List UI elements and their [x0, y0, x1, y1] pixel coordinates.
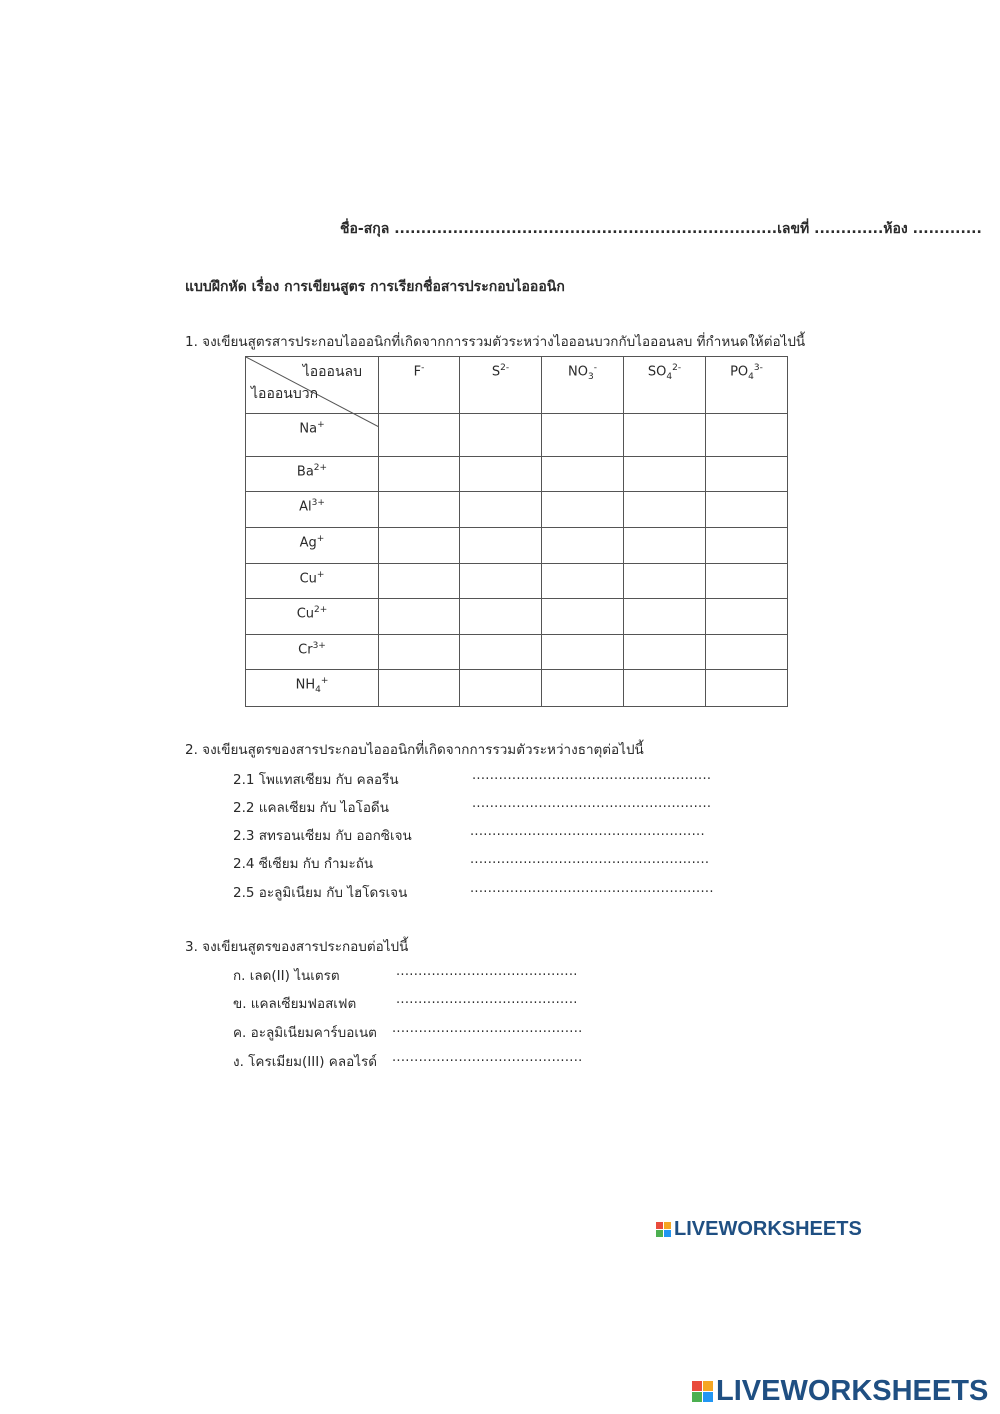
answer-cell[interactable]	[542, 528, 624, 564]
anion-header	[624, 357, 706, 414]
ion-base: Ag	[299, 535, 317, 551]
ion-base: SO	[647, 364, 667, 380]
question-3-item: ง. โครเมียม(III) คลอไรด์	[233, 1054, 378, 1070]
cation-header	[246, 492, 379, 528]
answer-cell[interactable]	[460, 492, 542, 528]
answer-blank[interactable]: ......................................................	[472, 768, 712, 783]
ion-charge: +	[316, 534, 325, 544]
answer-cell[interactable]	[624, 492, 706, 528]
table-row	[246, 528, 788, 564]
ion-subscript: 4	[748, 371, 754, 382]
ion-subscript: 4	[315, 684, 321, 695]
table-row	[246, 564, 788, 599]
cation-header	[246, 599, 379, 635]
question-2-item: 2.3 สทรอนเซียม กับ ออกซิเจน	[233, 828, 412, 844]
answer-blank[interactable]: ......................................................	[472, 796, 712, 811]
ion-charge: +	[320, 676, 329, 686]
ion-charge: 2-	[500, 363, 510, 373]
question-2-text: 2. จงเขียนสูตรของสารประกอบไอออนิกที่เกิดจากการรวมตัวระหว่างธาตุต่อไปนี้	[185, 742, 644, 758]
table-corner-cell	[246, 357, 379, 414]
logo-icon	[692, 1381, 713, 1402]
ion-base: NO	[568, 364, 588, 380]
answer-blank[interactable]: ...........................................	[392, 1050, 583, 1065]
anion-header	[706, 357, 788, 414]
cation-heading: ไอออนบวก	[251, 386, 319, 402]
anion-heading: ไอออนลบ	[302, 364, 362, 380]
table-row	[246, 492, 788, 528]
answer-cell[interactable]	[379, 635, 460, 670]
answer-cell[interactable]	[624, 528, 706, 564]
logo-text: LIVEWORKSHEETS	[716, 1375, 989, 1407]
question-3-item: ค. อะลูมิเนียมคาร์บอเนต	[233, 1025, 377, 1041]
table-row	[246, 599, 788, 635]
ion-charge: 2-	[672, 363, 682, 373]
ion-charge: 3+	[312, 641, 326, 651]
ion-charge: -	[593, 363, 597, 373]
answer-cell[interactable]	[460, 670, 542, 707]
answer-cell[interactable]	[460, 457, 542, 492]
table-row	[246, 635, 788, 670]
liveworksheets-logo	[656, 1218, 862, 1241]
answer-cell[interactable]	[624, 599, 706, 635]
answer-cell[interactable]	[460, 564, 542, 599]
question-2-item: 2.2 แคลเซียม กับ ไอโอดีน	[233, 800, 389, 816]
question-2-item: 2.1 โพแทสเซียม กับ คลอรีน	[233, 772, 399, 788]
anion-header	[379, 357, 460, 414]
ion-base: Na	[299, 421, 318, 437]
cation-header	[246, 635, 379, 670]
answer-cell[interactable]	[542, 599, 624, 635]
table-row	[246, 670, 788, 707]
ion-base: Cu	[299, 571, 317, 587]
cation-header	[246, 528, 379, 564]
ion-base: Cu	[296, 606, 315, 622]
answer-blank[interactable]: ...........................................	[392, 1021, 583, 1036]
ion-base: Ba	[296, 464, 314, 480]
answer-cell[interactable]	[460, 528, 542, 564]
answer-cell[interactable]	[706, 599, 788, 635]
answer-cell[interactable]	[706, 670, 788, 707]
answer-cell[interactable]	[542, 457, 624, 492]
answer-cell[interactable]	[624, 414, 706, 457]
ion-base: Cr	[298, 642, 313, 658]
question-3-text: 3. จงเขียนสูตรของสารประกอบต่อไปนี้	[185, 939, 409, 955]
worksheet-title: แบบฝึกหัด เรื่อง การเขียนสูตร การเรียกชื่อสารประกอบไอออนิก	[185, 279, 565, 295]
ion-charge: 2+	[313, 463, 328, 473]
liveworksheets-logo-footer	[692, 1375, 988, 1408]
ion-base: Al	[299, 499, 312, 515]
answer-cell[interactable]	[624, 635, 706, 670]
cation-header	[246, 457, 379, 492]
ion-base: S	[491, 364, 501, 380]
answer-cell[interactable]	[379, 670, 460, 707]
answer-blank[interactable]: .....................................................	[470, 824, 705, 839]
question-3-item: ก. เลด(II) ไนเตรต	[233, 968, 340, 984]
ion-charge: 3-	[753, 363, 763, 373]
question-1-text: 1. จงเขียนสูตรสารประกอบไอออนิกที่เกิดจากการรวมตัวระหว่างไอออนบวกกับไอออนลบ ที่กำหนดให้ต่อไปนี้	[185, 334, 806, 350]
answer-cell[interactable]	[706, 635, 788, 670]
logo-text: LIVEWORKSHEETS	[674, 1218, 862, 1240]
cation-header	[246, 670, 379, 707]
question-3-item: ข. แคลเซียมฟอสเฟต	[233, 996, 357, 1012]
answer-cell[interactable]	[460, 635, 542, 670]
answer-cell[interactable]	[542, 492, 624, 528]
answer-blank[interactable]: ......................................................	[470, 852, 710, 867]
answer-cell[interactable]	[706, 528, 788, 564]
anion-header	[460, 357, 542, 414]
ion-base: NH	[295, 677, 316, 693]
logo-icon	[656, 1222, 671, 1237]
ion-subscript: 3	[587, 371, 594, 382]
ion-subscript: 4	[666, 371, 673, 382]
ion-charge: 3+	[311, 498, 325, 508]
answer-cell[interactable]	[379, 492, 460, 528]
answer-cell[interactable]	[379, 564, 460, 599]
ion-charge: +	[317, 420, 325, 430]
ion-base: PO	[730, 364, 749, 380]
question-2-item: 2.4 ซีเซียม กับ กำมะถัน	[233, 856, 374, 872]
answer-cell[interactable]	[542, 635, 624, 670]
table-row	[246, 457, 788, 492]
cation-header	[246, 564, 379, 599]
answer-cell[interactable]	[624, 670, 706, 707]
ion-table	[245, 356, 788, 707]
answer-cell[interactable]	[706, 414, 788, 457]
answer-cell[interactable]	[624, 564, 706, 599]
answer-cell[interactable]	[379, 528, 460, 564]
answer-cell[interactable]	[460, 599, 542, 635]
ion-charge: +	[316, 570, 325, 580]
answer-blank[interactable]: .........................................	[396, 992, 578, 1007]
answer-cell[interactable]	[379, 414, 460, 457]
answer-cell[interactable]	[706, 457, 788, 492]
student-info-line: ชื่อ-สกุล ........................................................................เลขที่ .............ห้อง .............	[340, 221, 982, 237]
answer-cell[interactable]	[379, 457, 460, 492]
answer-cell[interactable]	[379, 599, 460, 635]
answer-cell[interactable]	[460, 414, 542, 457]
answer-cell[interactable]	[542, 670, 624, 707]
answer-cell[interactable]	[542, 564, 624, 599]
question-2-item: 2.5 อะลูมิเนียม กับ ไฮโดรเจน	[233, 885, 408, 901]
ion-base: F	[413, 364, 422, 380]
answer-cell[interactable]	[706, 492, 788, 528]
ion-charge: -	[421, 363, 425, 373]
anion-header	[542, 357, 624, 414]
ion-charge: 2+	[314, 605, 328, 615]
answer-cell[interactable]	[706, 564, 788, 599]
answer-blank[interactable]: .......................................................	[470, 881, 714, 896]
answer-blank[interactable]: .........................................	[396, 964, 578, 979]
answer-cell[interactable]	[624, 457, 706, 492]
answer-cell[interactable]	[542, 414, 624, 457]
